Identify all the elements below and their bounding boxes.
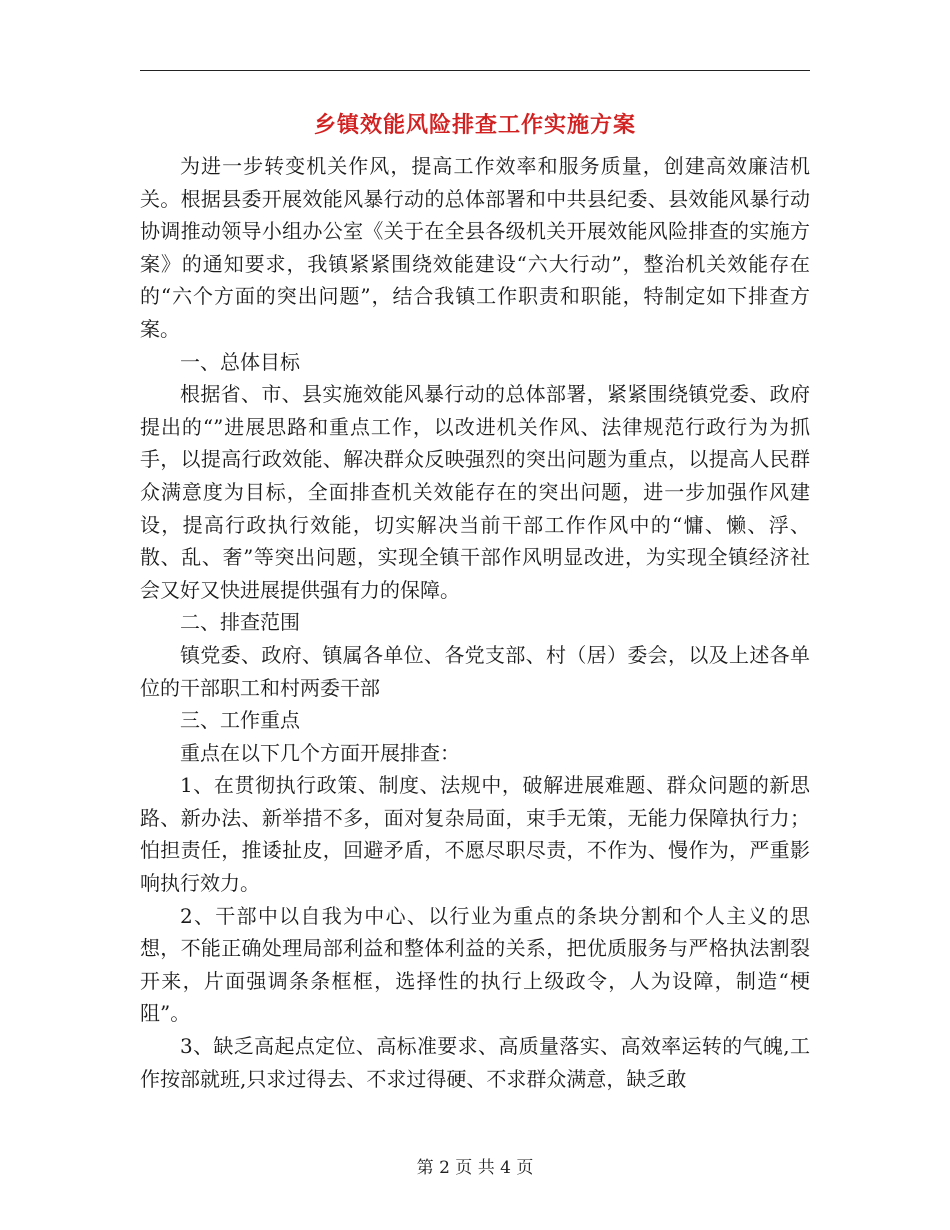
page-number: 第 2 页 共 4 页 <box>416 1158 534 1178</box>
section-heading-goals: 一、总体目标 <box>180 349 300 374</box>
section-heading-focus: 三、工作重点 <box>180 708 300 733</box>
paragraph-scope: 镇党委、政府、镇属各单位、各党支部、村（居）委会，以及上述各单位的干部职工和村两委干部 <box>140 642 810 700</box>
header-rule <box>140 70 810 71</box>
paragraph-item-1: 1、在贯彻执行政策、制度、法规中，破解进展难题、群众问题的新思路、新办法、新举措不多，面对复杂局面，束手无策，无能力保障执行力；怕担责任，推诿扯皮，回避矛盾，不愿尽职尽责，不作为、慢作为，严重影响执行效力。 <box>140 773 810 896</box>
paragraph-focus-intro: 重点在以下几个方面开展排查： <box>180 740 460 765</box>
document-body <box>140 150 810 1095</box>
section-heading-scope: 二、排查范围 <box>180 610 300 635</box>
paragraph-goals: 根据省、市、县实施效能风暴行动的总体部署，紧紧围绕镇党委、政府提出的“”进展思路和重点工作，以改进机关作风、法律规范行政行为为抓手，以提高行政效能、解决群众反映强烈的突出问题为重点，以提高人民群众满意度为目标，全面排查机关效能存在的突出问题，进一步加强作风建设，提高行政执行效能，切实解决当前干部工作作风中的“慵、懒、浮、散、乱、奢”等突出问题，实现全镇干部作风明显改进，为实现全镇经济社会又好又快进展提供强有力的保障。 <box>140 382 810 602</box>
paragraph-item-3: 3、缺乏高起点定位、高标准要求、高质量落实、高效率运转的气魄,工作按部就班,只求过得去、不求过得硬、不求群众满意，缺乏敢 <box>140 1034 810 1091</box>
paragraph-intro: 为进一步转变机关作风，提高工作效率和服务质量，创建高效廉洁机关。根据县委开展效能风暴行动的总体部署和中共县纪委、县效能风暴行动协调推动领导小组办公室《关于在全县各级机关开展效能风险排查的实施方案》的通知要求，我镇紧紧围绕效能建设“六大行动”，整治机关效能存在的“六个方面的突出问题”，结合我镇工作职责和职能，特制定如下排查方案。 <box>140 154 810 341</box>
paragraph-item-2: 2、干部中以自我为中心、以行业为重点的条块分割和个人主义的思想，不能正确处理局部利益和整体利益的关系，把优质服务与严格执法割裂开来，片面强调条条框框，选择性的执行上级政令，人为设障，制造“梗阻”。 <box>140 903 810 1026</box>
document-title: 乡镇效能风险排查工作实施方案 <box>313 113 636 138</box>
